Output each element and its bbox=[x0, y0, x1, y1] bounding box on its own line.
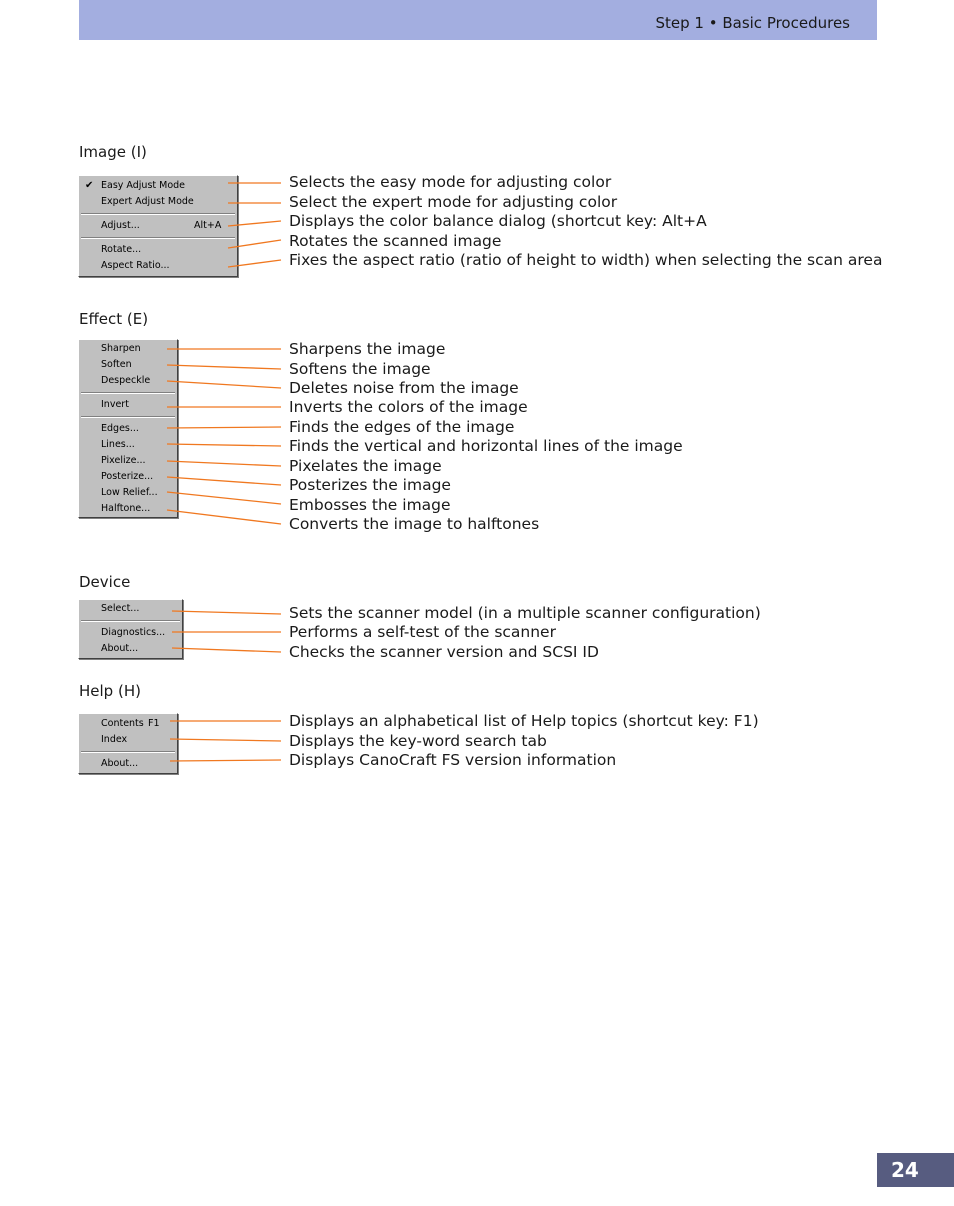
description-adjust: Displays the color balance dialog (shortcut key: Alt+A bbox=[289, 212, 707, 230]
leader-line bbox=[167, 365, 281, 369]
description-contents: Displays an alphabetical list of Help topics (shortcut key: F1) bbox=[289, 712, 759, 730]
check-icon: ✔ bbox=[85, 180, 94, 191]
leader-line bbox=[167, 477, 281, 485]
menu-item-index[interactable]: Index bbox=[101, 734, 128, 745]
leader-line bbox=[228, 240, 281, 248]
menu-item-diagnostics[interactable]: Diagnostics... bbox=[101, 627, 166, 638]
description-pixelize: Pixelates the image bbox=[289, 457, 442, 475]
menu-item-halftone[interactable]: Halftone... bbox=[101, 503, 151, 514]
menu-item-posterize[interactable]: Posterize... bbox=[101, 471, 154, 482]
leader-line bbox=[172, 611, 281, 614]
description-posterize: Posterizes the image bbox=[289, 476, 451, 494]
description-index: Displays the key-word search tab bbox=[289, 732, 547, 750]
section-title-device: Device bbox=[79, 573, 131, 591]
description-invert: Inverts the colors of the image bbox=[289, 398, 528, 416]
section-title-help: Help (H) bbox=[79, 682, 141, 700]
leader-line bbox=[170, 739, 281, 741]
description-lines: Finds the vertical and horizontal lines of the image bbox=[289, 437, 683, 455]
description-about-device: Checks the scanner version and SCSI ID bbox=[289, 643, 599, 661]
section-title-image: Image (I) bbox=[79, 143, 147, 161]
description-select: Sets the scanner model (in a multiple scanner configuration) bbox=[289, 604, 761, 622]
menu-item-lines[interactable]: Lines... bbox=[101, 439, 135, 450]
leader-line bbox=[228, 221, 281, 226]
menu-item-expert-adjust-mode[interactable]: Expert Adjust Mode bbox=[101, 196, 194, 207]
menu-item-pixelize[interactable]: Pixelize... bbox=[101, 455, 146, 466]
description-rotate: Rotates the scanned image bbox=[289, 232, 502, 250]
menu-item-label: Adjust... bbox=[101, 220, 140, 231]
menu-item-rotate[interactable]: Rotate... bbox=[101, 244, 142, 255]
description-diagnostics: Performs a self-test of the scanner bbox=[289, 623, 556, 641]
menu-item-sharpen[interactable]: Sharpen bbox=[101, 343, 141, 354]
menu-item-despeckle[interactable]: Despeckle bbox=[101, 375, 151, 386]
description-sharpen: Sharpens the image bbox=[289, 340, 446, 358]
description-halftone: Converts the image to halftones bbox=[289, 515, 540, 533]
menu-item-edges[interactable]: Edges... bbox=[101, 423, 139, 434]
menu-item-aspect-ratio[interactable]: Aspect Ratio... bbox=[101, 260, 170, 271]
menu-item-about-device[interactable]: About... bbox=[101, 643, 139, 654]
description-despeckle: Deletes noise from the image bbox=[289, 379, 519, 397]
leader-line bbox=[167, 492, 281, 504]
page-number: 24 bbox=[891, 1158, 919, 1182]
menu-item-soften[interactable]: Soften bbox=[101, 359, 132, 370]
leader-line bbox=[170, 760, 281, 761]
leader-line bbox=[167, 381, 281, 388]
menu-item-easy-adjust-mode[interactable]: Easy Adjust Mode bbox=[101, 180, 186, 191]
leader-line bbox=[228, 260, 281, 267]
menu-item-shortcut: F1 bbox=[148, 718, 160, 729]
menu-item-select[interactable]: Select... bbox=[101, 603, 140, 614]
menu-item-shortcut: Alt+A bbox=[194, 220, 222, 231]
leader-line bbox=[167, 461, 281, 466]
description-about-help: Displays CanoCraft FS version information bbox=[289, 751, 617, 769]
menu-item-low-relief[interactable]: Low Relief... bbox=[101, 487, 158, 498]
menu-item-about-help[interactable]: About... bbox=[101, 758, 139, 769]
section-title-effect: Effect (E) bbox=[79, 310, 149, 328]
leader-line bbox=[167, 427, 281, 428]
page-number-box bbox=[877, 1153, 954, 1187]
description-edges: Finds the edges of the image bbox=[289, 418, 515, 436]
description-aspect-ratio: Fixes the aspect ratio (ratio of height to width) when selecting the scan area bbox=[289, 251, 883, 269]
leader-line bbox=[167, 510, 281, 524]
description-easy-adjust-mode: Selects the easy mode for adjusting color bbox=[289, 173, 612, 191]
menu-item-invert[interactable]: Invert bbox=[101, 399, 129, 410]
leader-line bbox=[167, 444, 281, 446]
leader-line bbox=[172, 648, 281, 652]
description-soften: Softens the image bbox=[289, 360, 431, 378]
description-expert-adjust-mode: Select the expert mode for adjusting color bbox=[289, 193, 618, 211]
header-title: Step 1 • Basic Procedures bbox=[655, 14, 850, 32]
menu-item-label: Contents bbox=[101, 718, 144, 729]
description-low-relief: Embosses the image bbox=[289, 496, 451, 514]
